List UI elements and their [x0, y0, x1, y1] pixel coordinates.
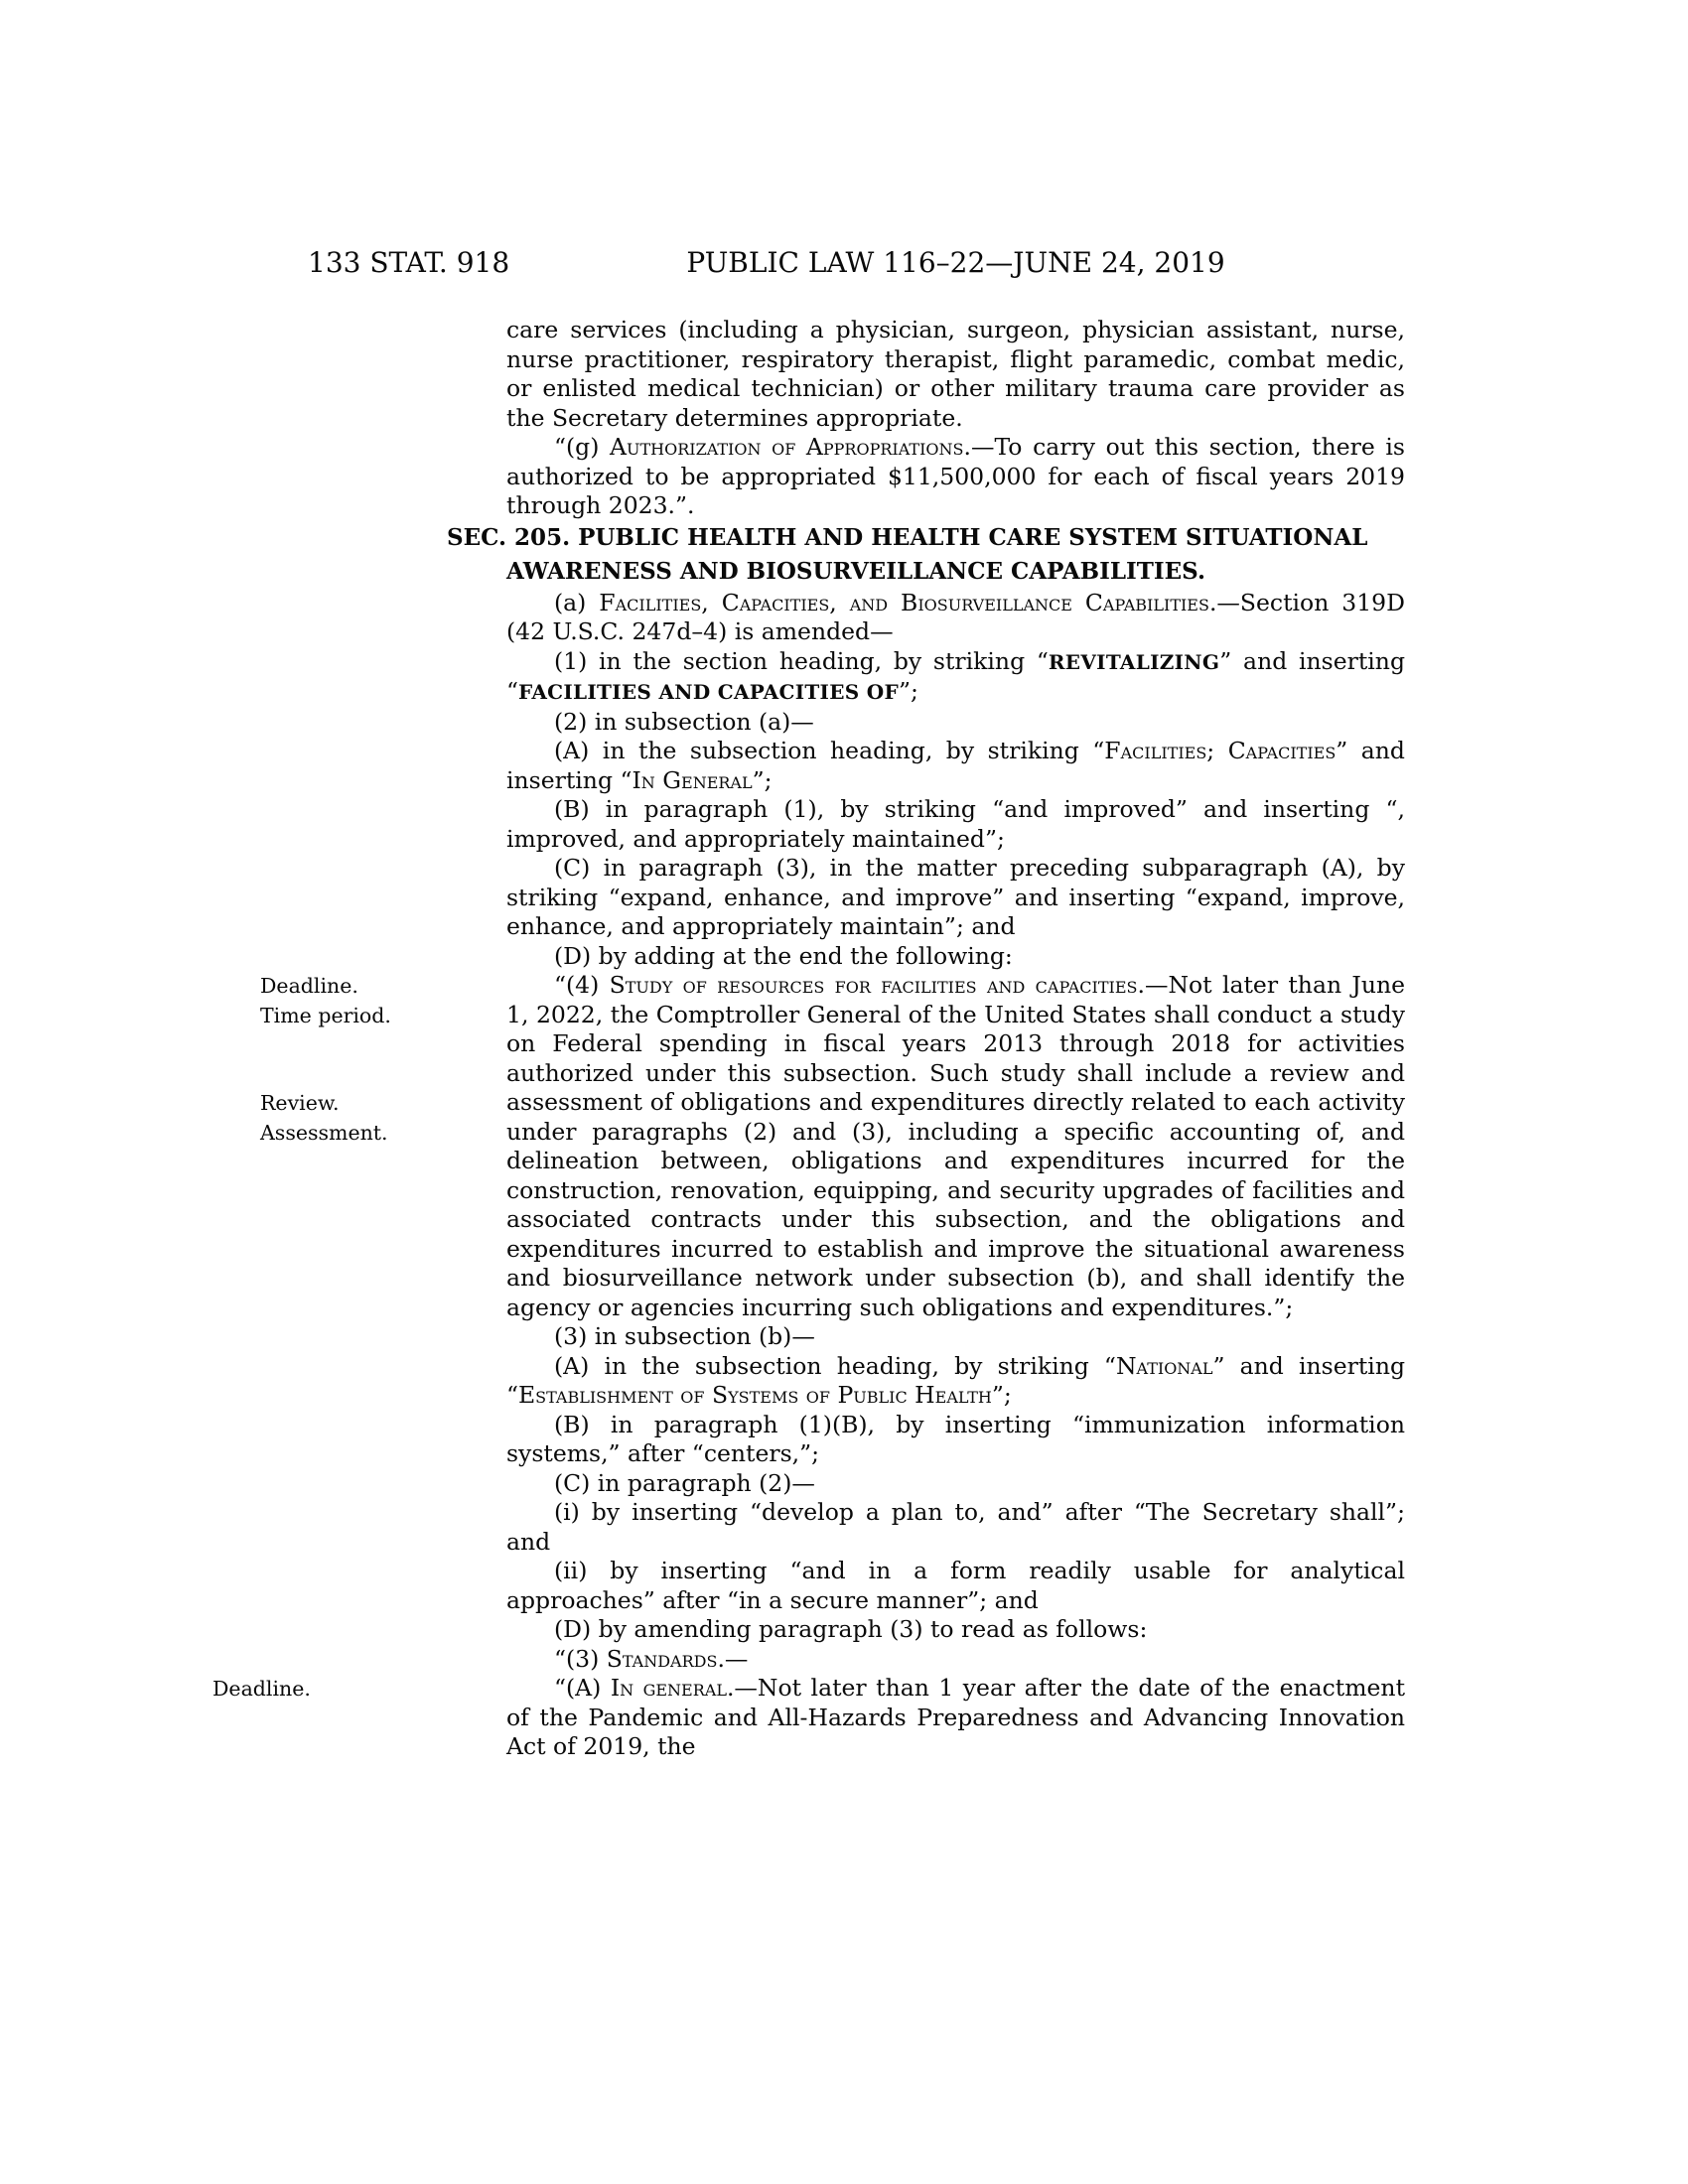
text-segment: (1) in the section heading, by striking “ [554, 646, 1049, 675]
clause-3D-amending-paragraph-3: (D) by amending paragraph (3) to read as follows: [554, 1615, 1148, 1643]
text-segment: ” and inserting “ [506, 737, 1405, 794]
quoted-paragraph-4-study-of-resources [260, 971, 1405, 1322]
text-segment: “(g) [554, 433, 611, 461]
paragraph-a-facilities-capacities [506, 589, 1405, 647]
margin-note-review-assessment [260, 1088, 489, 1148]
bold-term-revitalizing: REVITALIZING [1048, 649, 1220, 674]
text-segment: ”; [991, 1381, 1012, 1409]
smallcaps-in-general-2: In general [610, 1674, 727, 1702]
paragraph-care-services: care services (including a physician, surgeon, physician assistant, nurse, nurse practitioner, respiratory therapist, flight paramedic, combat medic, or enlisted medical technician) or other military trauma care provider as the Secretary determines appropriate. [506, 316, 1405, 432]
smallcaps-standards: Standards [606, 1644, 718, 1673]
text-segment: ” and inserting “ [506, 1351, 1405, 1409]
clause-1-section-heading-amendment [506, 647, 1405, 708]
smallcaps-facilities-capacities: Facilities; Capacities [1104, 737, 1336, 764]
smallcaps-authorization-of-appropriations: Authorization of Appropriations [610, 433, 964, 461]
stat-page-number: 133 STAT. 918 [308, 246, 510, 279]
smallcaps-national: National [1115, 1351, 1213, 1380]
margin-note-line: Deadline. [260, 974, 358, 998]
clause-2D-adding-following: (D) by adding at the end the following: [554, 941, 1013, 970]
text-segment: “(3) [554, 1644, 607, 1673]
clause-3B-immunization-information: (B) in paragraph (1)(B), by inserting “immunization information systems,” after “centers,”; [506, 1410, 1405, 1467]
text-segment: .—To carry out this section, there is authorized to be appropriated $11,500,000 for each of fiscal years 2019 through 2023.”. [506, 433, 1405, 519]
text-segment: ”; [752, 765, 773, 794]
text-segment: (a) [554, 588, 600, 616]
clause-2B-paragraph-1: (B) in paragraph (1), by striking “and improved” and inserting “, improved, and appropriately maintained”; [506, 795, 1405, 853]
margin-note-line: Time period. [260, 1004, 391, 1027]
quoted-subparagraph-A-in-general [212, 1674, 1406, 1762]
clause-3Ci-develop-a-plan: (i) by inserting “develop a plan to, and” after “The Secretary shall”; and [506, 1498, 1405, 1556]
quoted-paragraph-3-standards [506, 1645, 1405, 1675]
text-segment: ”; [898, 677, 918, 705]
text-segment: “(A) [554, 1674, 611, 1702]
text-segment: .—Section 319D (42 U.S.C. 247d–4) is amended— [506, 588, 1405, 645]
smallcaps-study-of-resources: Study of resources for facilities and capacities [609, 971, 1138, 999]
clause-2-subsection-a: (2) in subsection (a)— [554, 707, 814, 736]
clause-2A-subsection-heading [506, 737, 1405, 795]
smallcaps-establishment-of-systems: Establishment of Systems of Public Health [518, 1381, 992, 1409]
bold-term-facilities-and-capacities-of: FACILITIES AND CAPACITIES OF [518, 680, 899, 704]
clause-3-subsection-b: (3) in subsection (b)— [554, 1322, 815, 1350]
clause-3A-subsection-heading [506, 1352, 1405, 1411]
statute-text-column [212, 316, 1406, 1762]
margin-note-line: Review. [260, 1091, 340, 1115]
margin-note-deadline [212, 1674, 441, 1704]
text-segment: (A) in the subsection heading, by striking “ [554, 1351, 1116, 1380]
margin-note-line: Deadline. [212, 1677, 311, 1701]
text-segment: “(4) [554, 971, 610, 999]
margin-note-line: Assessment. [260, 1121, 388, 1145]
smallcaps-facilities-capacities-biosurveillance: Facilities, Capacities, and Biosurveillance Capabilities [599, 588, 1209, 616]
law-running-header: PUBLIC LAW 116–22—JUNE 24, 2019 [686, 246, 1225, 279]
paragraph-g-authorization-of-appropriations [506, 433, 1405, 521]
clause-2C-paragraph-3: (C) in paragraph (3), in the matter preceding subparagraph (A), by striking “expand, enhance, and improve” and inserting “expand, improve, enhance, and appropriately maintain”; and [506, 854, 1405, 940]
section-205-heading: SEC. 205. PUBLIC HEALTH AND HEALTH CARE SYSTEM SITUATIONAL AWARENESS AND BIOSURVEILLANCE CAPABILITIES. [447, 523, 1368, 585]
text-segment: .—Not later than 1 year after the date of the enactment of the Pandemic and All-Hazards Preparedness and Advancing Innovation Act of 2019, the [506, 1674, 1406, 1760]
clause-3Cii-readily-usable: (ii) by inserting “and in a form readily usable for analytical approaches” after “in a secure manner”; and [506, 1557, 1405, 1614]
text-segment: .— [717, 1644, 749, 1673]
text-segment: ” and inserting “ [506, 646, 1405, 705]
clause-3C-paragraph-2: (C) in paragraph (2)— [554, 1468, 815, 1497]
smallcaps-in-general: In General [632, 765, 753, 794]
margin-note-deadline-time-period [260, 971, 489, 1030]
text-segment: .—Not later than June 1, 2022, the Comptroller General of the United States shall conduct a study on Federal spending in fiscal years 2013 through 2018 for activities authorized under this subsection. Such study shall include a review and assessment of obligations and expenditures directly related to each activity under paragraphs (2) and (3), including a specific accounting of, and delineation between, obligations and expenditures incurred for the construction, renovation, equipping, and security upgrades of facilities and associated contracts under this subsection, and the obligations and expenditures incurred to establish and improve the situational awareness and biosurveillance network under subsection (b), and shall identify the agency or agencies incurring such obligations and expenditures.”; [506, 971, 1405, 1321]
text-segment: (A) in the subsection heading, by striking “ [554, 737, 1105, 764]
